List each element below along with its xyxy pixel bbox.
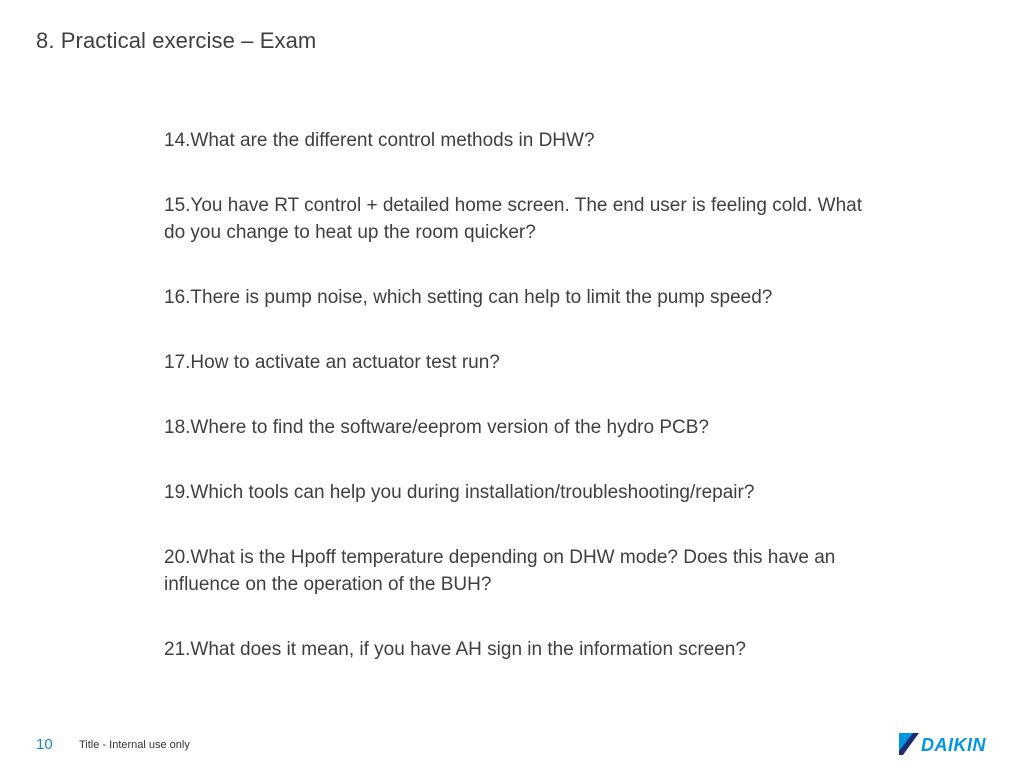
question-item: 16.There is pump noise, which setting can help to limit the pump speed?	[164, 287, 773, 308]
question-item: 18.Where to find the software/eeprom version of the hydro PCB?	[164, 417, 709, 438]
slide-title: 8. Practical exercise – Exam	[36, 28, 317, 53]
question-item: 21.What does it mean, if you have AH sign in the information screen?	[164, 639, 746, 660]
question-item: 15.You have RT control + detailed home screen. The end user is feeling cold. What do you change to heat up the room quicker?	[164, 195, 862, 243]
question-item: 14.What are the different control methods in DHW?	[164, 130, 595, 151]
question-list	[164, 127, 864, 701]
question-item: 17.How to activate an actuator test run?	[164, 352, 500, 373]
question-item: 19.Which tools can help you during installation/troubleshooting/repair?	[164, 482, 755, 503]
question-item: 20.What is the Hpoff temperature depending on DHW mode? Does this have an influence on the operation of the BUH?	[164, 547, 836, 595]
footer-note: Title - Internal use only	[79, 739, 190, 751]
daikin-logo-icon	[899, 733, 1005, 755]
logo-wordmark: DAIKIN	[921, 735, 986, 755]
page-number: 10	[36, 736, 53, 753]
